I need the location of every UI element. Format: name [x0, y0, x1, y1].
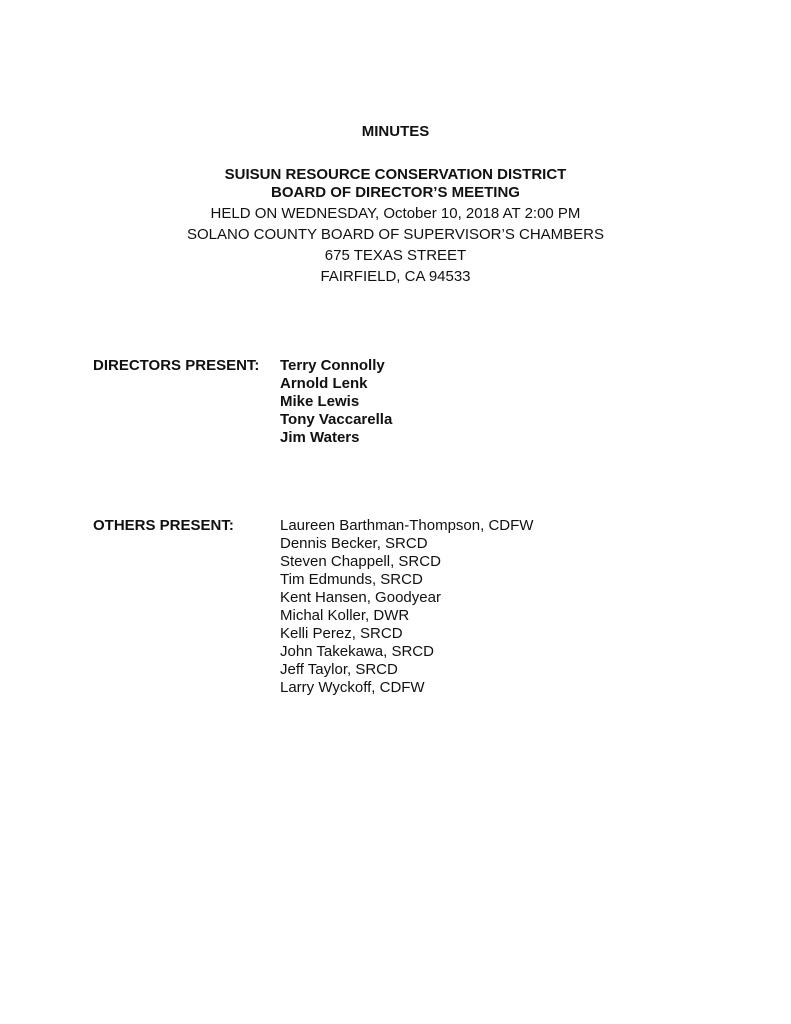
attendee-name: Jeff Taylor, SRCD [280, 661, 398, 678]
meeting-name: BOARD OF DIRECTOR’S MEETING [271, 184, 520, 201]
directors-list [280, 357, 392, 447]
director-name: Arnold Lenk [280, 375, 368, 392]
attendee-name: Dennis Becker, SRCD [280, 535, 428, 552]
organization-name: SUISUN RESOURCE CONSERVATION DISTRICT [224, 166, 567, 183]
others-present-label: OTHERS PRESENT: [93, 517, 234, 534]
director-name: Tony Vaccarella [280, 411, 393, 428]
attendee-name: Larry Wyckoff, CDFW [280, 679, 425, 696]
director-name: Terry Connolly [280, 357, 385, 374]
director-name: Jim Waters [280, 429, 360, 446]
attendee-name: Steven Chappell, SRCD [280, 553, 441, 570]
attendee-name: Kelli Perez, SRCD [280, 625, 403, 642]
city-address: FAIRFIELD, CA 94533 [320, 268, 471, 285]
director-name: Mike Lewis [280, 393, 360, 410]
attendee-name: Michal Koller, DWR [280, 607, 410, 624]
meeting-date-time: HELD ON WEDNESDAY, October 10, 2018 AT 2:00 PM [210, 205, 581, 222]
document-title: MINUTES [361, 123, 430, 140]
meeting-location: SOLANO COUNTY BOARD OF SUPERVISOR’S CHAMBERS [186, 226, 605, 243]
attendee-name: John Takekawa, SRCD [280, 643, 434, 660]
attendee-name: Kent Hansen, Goodyear [280, 589, 441, 606]
directors-present-label: DIRECTORS PRESENT: [93, 357, 260, 374]
attendee-name: Tim Edmunds, SRCD [280, 571, 423, 588]
street-address: 675 TEXAS STREET [324, 247, 467, 264]
others-list [280, 517, 533, 697]
attendee-name: Laureen Barthman-Thompson, CDFW [280, 517, 534, 534]
